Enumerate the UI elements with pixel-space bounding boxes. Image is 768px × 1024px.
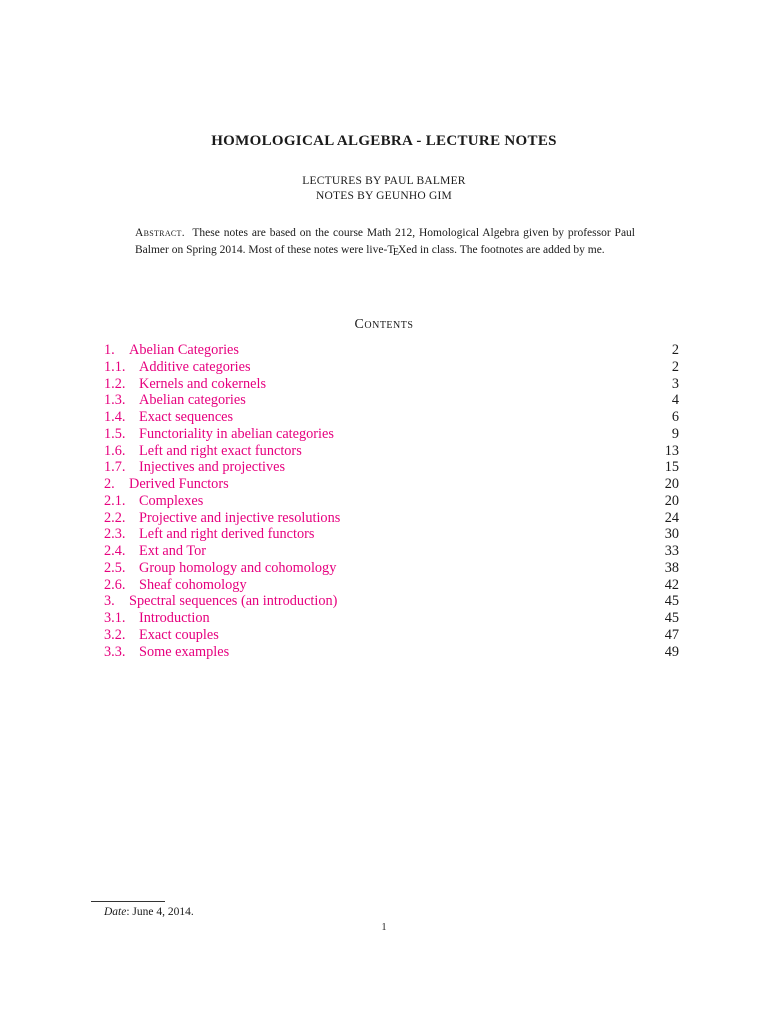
toc-entry[interactable] (104, 443, 679, 460)
toc-entry[interactable] (104, 560, 679, 577)
toc-entry[interactable] (104, 459, 679, 476)
lecturer-line: LECTURES BY PAUL BALMER (302, 175, 466, 187)
toc-entry-number[interactable]: 1.2. (104, 375, 126, 392)
toc-entry-page: 9 (671, 425, 679, 442)
toc-entry-page: 2 (671, 358, 679, 375)
toc-entry-link[interactable]: Introduction (139, 610, 210, 626)
toc-entry-link[interactable]: Sheaf cohomology (139, 576, 247, 593)
toc-entry-link[interactable]: Ext and Tor (139, 543, 207, 559)
toc-entry-number[interactable]: 1.7. (104, 459, 126, 476)
toc-entry-number[interactable]: 1. (104, 342, 115, 358)
toc-entry-link[interactable]: Abelian Categories (129, 342, 239, 358)
toc-entry-link[interactable]: Group homology and cohomology (139, 559, 337, 576)
toc-entry[interactable] (104, 577, 679, 594)
toc-entry[interactable] (104, 593, 679, 610)
toc-entry-page: 20 (664, 492, 679, 509)
toc-entry-number[interactable]: 1.4. (104, 409, 126, 425)
toc-entry-page: 45 (664, 610, 679, 626)
toc-entry[interactable] (104, 426, 679, 443)
toc-entry-page: 3 (671, 375, 679, 392)
page-number: 1 (381, 922, 387, 933)
toc-entry[interactable] (104, 342, 679, 359)
toc-entry-page: 2 (671, 342, 679, 358)
toc-entry-page: 24 (664, 509, 679, 526)
toc-entry-page: 13 (664, 442, 679, 459)
toc-entry-link[interactable]: Complexes (139, 492, 204, 509)
toc-entry-number[interactable]: 1.6. (104, 442, 126, 459)
toc-entry[interactable] (104, 543, 679, 560)
tex-e: E (392, 246, 399, 258)
toc-entry-page: 15 (664, 459, 679, 476)
toc-entry-link[interactable]: Spectral sequences (an introduction) (129, 593, 338, 610)
toc-entry[interactable] (104, 359, 679, 376)
toc-entry-link[interactable]: Kernels and cokernels (139, 375, 267, 392)
toc-entry-page: 20 (664, 476, 679, 492)
note-taker-line: NOTES BY GEUNHO GIM (316, 190, 452, 202)
abstract (135, 225, 635, 261)
abstract-label: Abstract. (135, 227, 185, 239)
toc-entry-link[interactable]: Abelian categories (139, 392, 246, 409)
toc-entry-number[interactable]: 2.3. (104, 526, 126, 543)
toc-entry[interactable] (104, 476, 679, 493)
toc-entry-page: 6 (671, 409, 679, 425)
footnote-rule (91, 901, 165, 902)
toc-entry[interactable] (104, 610, 679, 627)
toc-entry-page: 30 (664, 526, 679, 543)
footnote-text: : June 4, 2014. (126, 906, 194, 918)
footnote-date (104, 906, 194, 918)
toc-entry-page: 47 (664, 626, 679, 643)
toc-entry-link[interactable]: Projective and injective resolutions (139, 509, 341, 526)
abstract-text-1: These notes are based on the course Math 212, Homological Algebra given by professor Paul Balmer on Spring 2014. Most of these notes were live-T (135, 227, 635, 256)
footnote-label: Date (104, 906, 127, 918)
paper-title: HOMOLOGICAL ALGEBRA - LECTURE NOTES (211, 133, 557, 149)
toc-entry-link[interactable]: Derived Functors (129, 476, 229, 492)
toc-entry-number[interactable]: 3.3. (104, 643, 126, 660)
toc-entry-link[interactable]: Left and right exact functors (139, 442, 302, 459)
toc-entry[interactable] (104, 376, 679, 393)
toc-entry-link[interactable]: Additive categories (139, 358, 251, 375)
toc-entry-link[interactable]: Left and right derived functors (139, 526, 315, 543)
toc-entry[interactable] (104, 644, 679, 661)
toc-entry-number[interactable]: 3. (104, 593, 115, 610)
toc-entry-number[interactable]: 2.2. (104, 509, 126, 526)
toc-entry-number[interactable]: 2.6. (104, 576, 126, 593)
toc-entry[interactable] (104, 493, 679, 510)
toc-entry-page: 45 (664, 593, 679, 610)
toc-entry-number[interactable]: 3.2. (104, 626, 126, 643)
toc-entry-link[interactable]: Some examples (139, 643, 230, 660)
toc-entry-page: 38 (664, 559, 679, 576)
toc-entry[interactable] (104, 627, 679, 644)
toc-entry-number[interactable]: 2.4. (104, 543, 126, 559)
toc-entry-link[interactable]: Functoriality in abelian categories (139, 425, 334, 442)
toc-entry-page: 33 (664, 543, 679, 559)
toc-entry-number[interactable]: 1.3. (104, 392, 126, 409)
toc-entry-page: 4 (671, 392, 679, 409)
toc-entry[interactable] (104, 409, 679, 426)
toc-entry-number[interactable]: 2.1. (104, 492, 126, 509)
toc-entry-link[interactable]: Injectives and projectives (139, 459, 286, 476)
abstract-text-2: Xed in class. The footnotes are added by me. (397, 243, 605, 256)
toc-entry-link[interactable]: Exact sequences (139, 409, 234, 425)
table-of-contents (104, 342, 679, 660)
toc-entry-page: 49 (664, 643, 679, 660)
toc-entry-number[interactable]: 3.1. (104, 610, 126, 626)
toc-entry-number[interactable]: 2.5. (104, 559, 126, 576)
toc-entry[interactable] (104, 392, 679, 409)
toc-entry[interactable] (104, 526, 679, 543)
toc-entry-number[interactable]: 1.5. (104, 425, 126, 442)
toc-entry-number[interactable]: 2. (104, 476, 115, 492)
toc-entry-link[interactable]: Exact couples (139, 626, 219, 643)
toc-entry-page: 42 (664, 576, 679, 593)
toc-entry[interactable] (104, 510, 679, 527)
contents-heading: Contents (354, 317, 414, 332)
toc-entry-number[interactable]: 1.1. (104, 358, 126, 375)
